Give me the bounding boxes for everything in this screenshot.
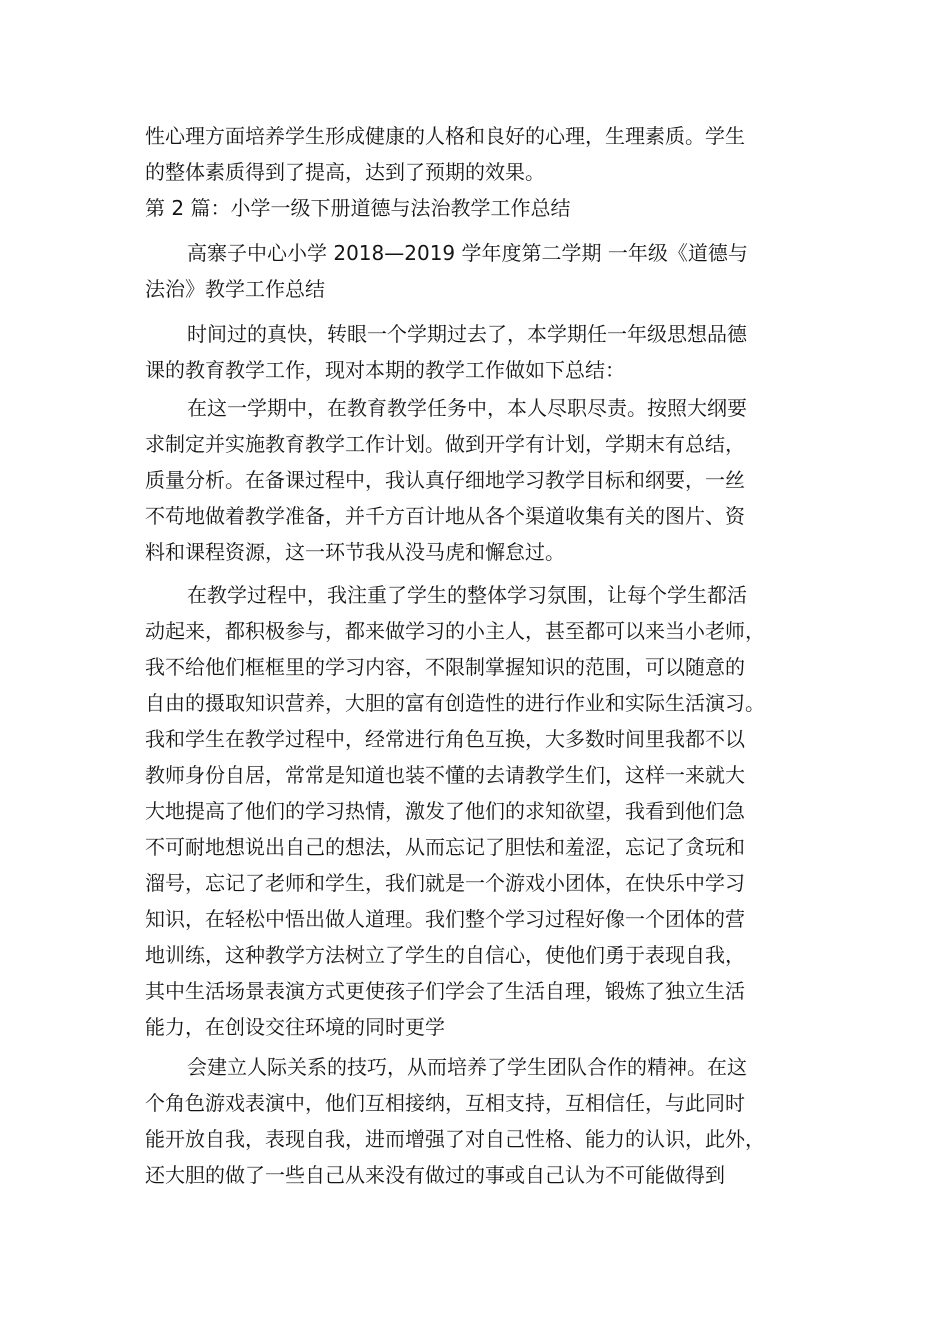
line-text: 能开放自我，表现自我，进而增强了对自己性格、能力的认识，此外，	[145, 1127, 765, 1151]
text-line	[0, 829, 950, 865]
line-text: 我不给他们框框里的学习内容，不限制掌握知识的范围，可以随意的	[145, 655, 745, 679]
text-line	[0, 793, 950, 829]
text-line	[0, 1085, 950, 1121]
line-text: 高寨子中心小学 2018—2019 学年度第二学期 一年级《道德与	[187, 241, 748, 265]
line-text: 料和课程资源，这一环节我从没马虎和懈怠过。	[145, 540, 565, 564]
text-line	[0, 649, 950, 685]
text-line	[0, 685, 950, 721]
text-line	[0, 577, 950, 613]
text-line	[0, 1009, 950, 1045]
text-line	[0, 498, 950, 534]
text-line	[0, 235, 950, 271]
text-line	[0, 271, 950, 307]
text-line	[0, 462, 950, 498]
line-text: 知识，在轻松中悟出做人道理。我们整个学习过程好像一个团体的营	[145, 907, 745, 931]
line-text: 性心理方面培养学生形成健康的人格和良好的心理，生理素质。学生	[145, 124, 745, 148]
text-line	[0, 901, 950, 937]
text-line	[0, 1157, 950, 1193]
text-line	[0, 1049, 950, 1085]
line-text: 其中生活场景表演方式更使孩子们学会了生活自理，锻炼了独立生活	[145, 979, 745, 1003]
line-text: 会建立人际关系的技巧，从而培养了学生团队合作的精神。在这	[187, 1055, 747, 1079]
line-text: 大地提高了他们的学习热情，激发了他们的求知欲望，我看到他们急	[145, 799, 745, 823]
text-line	[0, 613, 950, 649]
section-heading	[0, 190, 950, 226]
text-line	[0, 316, 950, 352]
text-line	[0, 352, 950, 388]
text-line	[0, 426, 950, 462]
text-line	[0, 865, 950, 901]
line-text: 质量分析。在备课过程中，我认真仔细地学习教学目标和纲要，一丝	[145, 468, 745, 492]
line-text: 我和学生在教学过程中，经常进行角色互换，大多数时间里我都不以	[145, 727, 745, 751]
line-text: 求制定并实施教育教学工作计划。做到开学有计划，学期末有总结，	[145, 432, 745, 456]
line-text: 不苟地做着教学准备，并千方百计地从各个渠道收集有关的图片、资	[145, 504, 745, 528]
line-text: 还大胆的做了一些自己从来没有做过的事或自己认为不可能做得到	[145, 1163, 725, 1187]
line-text: 溜号，忘记了老师和学生，我们就是一个游戏小团体，在快乐中学习	[145, 871, 745, 895]
line-text: 动起来，都积极参与，都来做学习的小主人，甚至都可以来当小老师，	[145, 619, 765, 643]
text-line	[0, 534, 950, 570]
line-text: 自由的摄取知识营养，大胆的富有创造性的进行作业和实际生活演习。	[145, 691, 765, 715]
text-line	[0, 1121, 950, 1157]
text-line	[0, 757, 950, 793]
line-text: 教师身份自居，常常是知道也装不懂的去请教学生们，这样一来就大	[145, 763, 745, 787]
text-line	[0, 973, 950, 1009]
line-text: 的整体素质得到了提高，达到了预期的效果。	[145, 160, 545, 184]
line-text: 个角色游戏表演中，他们互相接纳，互相支持，互相信任，与此同时	[145, 1091, 745, 1115]
line-text: 在教学过程中，我注重了学生的整体学习氛围，让每个学生都活	[187, 583, 747, 607]
line-text: 不可耐地想说出自己的想法，从而忘记了胆怯和羞涩，忘记了贪玩和	[145, 835, 745, 859]
line-text: 在这一学期中，在教育教学任务中，本人尽职尽责。按照大纲要	[187, 396, 747, 420]
line-text: 课的教育教学工作，现对本期的教学工作做如下总结：	[145, 358, 625, 382]
line-text: 能力，在创设交往环境的同时更学	[145, 1015, 445, 1039]
line-text: 地训练，这种教学方法树立了学生的自信心，使他们勇于表现自我，	[145, 943, 745, 967]
section-heading-text: 第 2 篇：小学一级下册道德与法治教学工作总结	[145, 196, 571, 220]
text-line	[0, 390, 950, 426]
line-text: 时间过的真快，转眼一个学期过去了，本学期任一年级思想品德	[187, 322, 747, 346]
text-line	[0, 937, 950, 973]
line-text: 法治》教学工作总结	[145, 277, 325, 301]
text-line	[0, 721, 950, 757]
text-line	[0, 118, 950, 154]
text-line	[0, 154, 950, 190]
